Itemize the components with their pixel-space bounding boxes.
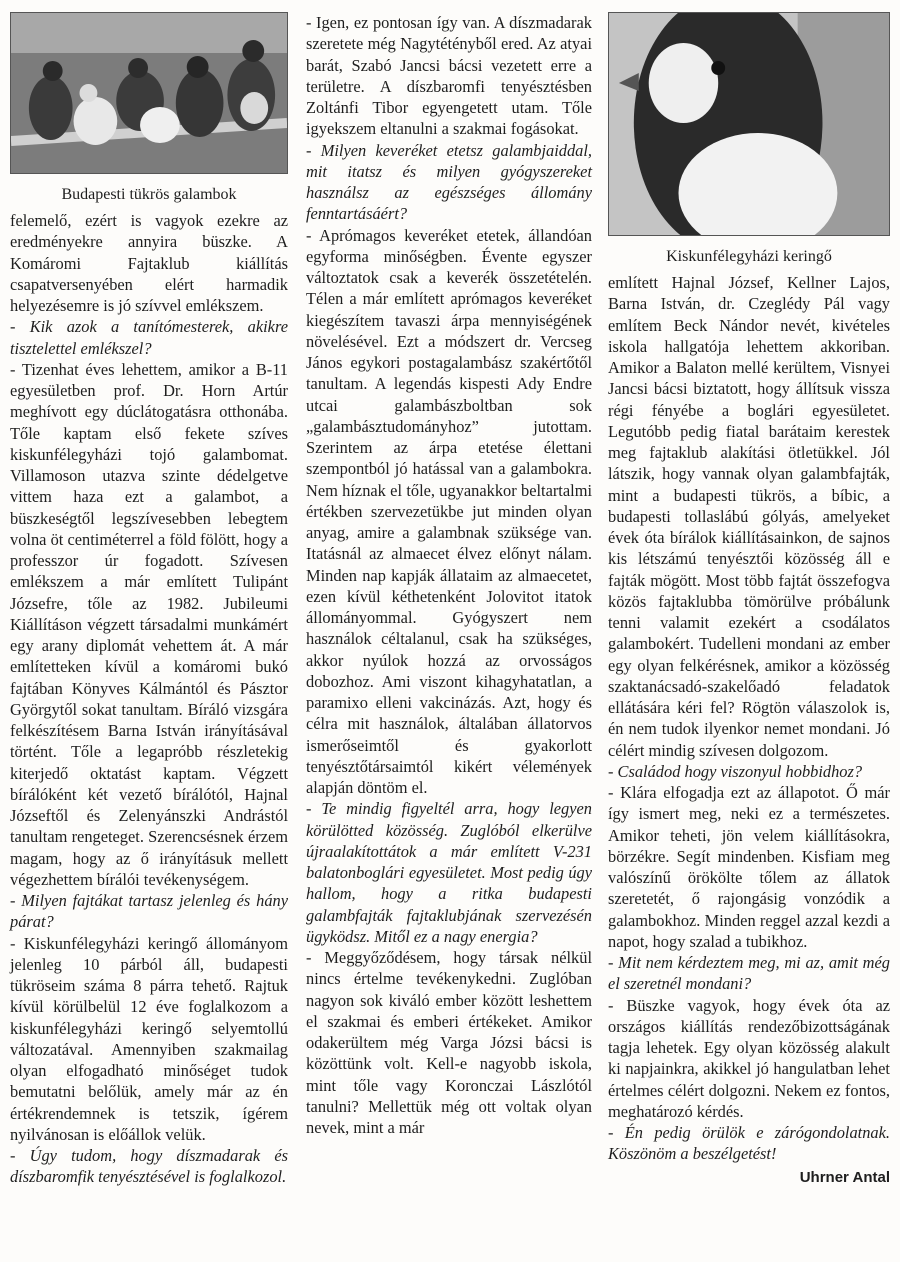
pigeons-photo [10,12,288,174]
photo-caption: Kiskunfélegyházi keringő [666,248,832,265]
question: - Én pedig örülök e zárógondolatnak. Köszönöm a beszélgetést! [608,1123,890,1164]
photo-caption: Budapesti tükrös galambok [61,186,237,203]
paragraph: - Meggyőződésem, hogy társak nélkül nincs értelme tevékenykedni. Zuglóban nagyon sok kiváló ember között leshettem el szakmai és emberi értékeket. Amikor odakerültem még Varga Józsi bácsi is közöttünk volt. Kell-e nagyobb iskola, mint tőle vagy Koronczai Lászlótól tanulni? Mellettük még ott voltak olyan nevek, mint a már [306,948,592,1137]
paragraph: - Aprómagos keveréket etetek, állandóan egyforma minőségben. Évente egyszer változtatok csak a keverék összetételén. Télen a már említett aprómagos keveréket kiegészítem tavaszi árpa mennyiségének növelésével. Ezt a módszert dr. Vercseg János egykori postagalambász szakértőtől tanultam. A legendás kispesti Ady Endre utcai galambászboltban sok „galambásztudományhoz” jutottam. Szerintem az árpa etetése élettani szempontból jó hatással van a galambokra. Nem híznak el tőle, ugyanakkor beltartalmi értékben szervezetükbe jut minden olyan anyag, amire a galambnak szüksége van. Itatásnál az almaecet élvez előnyt nálam. Minden nap kapják állataim az almaecetet, ezen kívül kéthetenként Jolovitot itatok állományommal. Gyógyszert nem használok céltalanul, csak ha szükséges, akkor nyúlok hozzá az orvosságos dobozhoz. Ami viszont kihagyhatatlan, a paramixo elleni vakcinázás. Azt, hogy és célra mit használok, általában állatorvos ismerőseimtől és gyakorlott tenyésztőtársaimtól kikért vélemények alapján döntöm el. [306,225,592,797]
question: - Milyen fajtákat tartasz jelenleg és hány párat? [10,891,288,932]
paragraph: - Klára elfogadja ezt az állapotot. Ő már így ismert meg, neki ez a természetes. Amikor teheti, jön velem kiállításokra, börzékre. Segít mindenben. Kisfiam meg valószínű örökölte tőlem az állatok szeretetét, ő rajongásig vonzódik a galambokhoz. Minden reggel azzal kezdi a napot, hogy szalad a tubikhoz. [608,783,890,951]
paragraph: felemelő, ezért is vagyok ezekre az eredményekre annyira büszke. A Komáromi Fajtaklub kiállítás csapatversenyében elért harmadik helyezésemre is jó szívvel emlékszem. [10,211,288,315]
column-text [306,12,592,1138]
column-right [608,12,890,1186]
question: - Milyen keveréket etetsz galambjaiddal, mit itatsz és milyen gyógyszereket használsz az egészséges állomány fenntartásáért? [306,140,592,224]
question: - Kik azok a tanítómesterek, akikre tisztelettel emlékszel? [10,317,288,358]
author-signature: Uhrner Antal [799,1168,890,1186]
paragraph: említett Hajnal József, Kellner Lajos, Barna István, dr. Czeglédy Pál vagy említem Beck Nándor nevét, kivételes iskola hallgatója lehettem akkoriban. Amikor a Balaton mellé kerültem, Visnyei Jancsi bácsi biztatott, hogy állítsuk vissza régi fényébe a boglári egyesületet. Legutóbb pedig fiatal barátaim kerestek meg fajtaklub alakítási ötletükkel. Jól látszik, hogy vannak olyan galambfajták, mint a budapesti tükrös, a bíbic, a budapesti tollaslábú gólyás, amelyeket évek óta bírálok kiállításainkon, de sajnos kis létszámú tenyésztői közösség áll e fajták mögött. Most több fajtát összefogva közös fajtaklubba tömörülve próbálunk tenni valamit ezekért a csodálatos galambokért. Tudelleni mondani az ember egy olyan felkérésnek, amikor a közösség szaktanácsadó-szakelőadó feladatok ellátására kéri fel? Rögtön válaszolok is, én nem tudok ilyenkor nemet mondani. Jó célért mindig szívesen dolgozom. [608,273,890,760]
paragraph: - Kiskunfélegyházi keringő állományom jelenleg 10 párból áll, budapesti tükröseim száma 8 párra tehető. Rajtuk kívül körülbelül 12 éve foglalkozom a kiskunfélegyházi keringő selyemtollú változatával. Amennyiben szakmailag olyan elfogadható minőséget tudok bemutatni belőlük, amely már az én értékrendemnek is tetszik, ígérem nyilvánosan is előállok velük. [10,933,288,1144]
question: - Családod hogy viszonyul hobbidhoz? [608,761,863,781]
column-middle [306,12,592,1138]
column-text [10,210,288,1188]
column-left [10,12,288,1188]
pigeon-portrait-photo [608,12,890,236]
question: - Úgy tudom, hogy díszmadarak és díszbaromfik tenyésztésével is foglalkozol. [10,1146,288,1187]
paragraph: - Tizenhat éves lehettem, amikor a B-11 egyesületben prof. Dr. Horn Artúr meghívott egy dúclátogatásra otthonába. Tőle kaptam első fekete szíves kiskunfélegyházi tojó galambomat. Villamoson utazva szinte dédelgetve vittem haza ezt a galambot, a büszkeségtől legszívesebben lebegtem volna öt centiméterrel a föld fölött, hogy a professzor úr fogadott. Szívesen emlékszem a már említett Tulipánt Józsefre, tőle az 1982. Jubileumi Kiállításon végzett társadalmi munkámért egy arany diplomát vehettem át. A már említetteken kívül a komáromi bukó fajtában Könyves Kálmántól és Pásztor Györgytől sokat tanultam. Bíráló vizsgára felkészítésem Barna István irányításával történt. Tőle a legapróbb részletekig kiterjedő oktatást kaptam. Végzett bírálóként két vezető bírálótól, Hajnal Józseftől és Zelenyánszki Andrástól tanultam rengeteget. Szerencsésnek érzem magam, hogy az ő irányításuk mellett végezhettem bírálói tevékenységem. [10,359,288,889]
column-text [608,272,890,1165]
question: - Te mindig figyeltél arra, hogy legyen körülötted közösség. Zuglóból elkerülve újraalakítottátok a már említett V-231 balatonboglári egyesületet. Most pedig úgy hallom, hogy a ritka budapesti galambfajták fajtaklubjának szervezésén ügyködsz. Mitől ez a nagy energia? [306,799,592,946]
question: - Mit nem kérdeztem meg, mi az, amit még el szeretnél mondani? [608,953,890,994]
paragraph: - Büszke vagyok, hogy évek óta az országos kiállítás rendezőbizottságának tagja lehetek. Egy olyan közösség alakult ki napjainkra, akikkel jó hangulatban lehet értelmes célért dolgozni. Nekem ez fontos, meghatározó kérdés. [608,995,890,1121]
paragraph: - Igen, ez pontosan így van. A díszmadarak szeretete még Nagytétényből ered. Az atyai barát, Szabó Jancsi bácsi vezetett erre a területre. A díszbaromfi tenyésztésben Zoltánfi Tibor egyengetett utam. Tőle igyekszem eltanulni a szakmai fogásokat. [306,13,592,139]
